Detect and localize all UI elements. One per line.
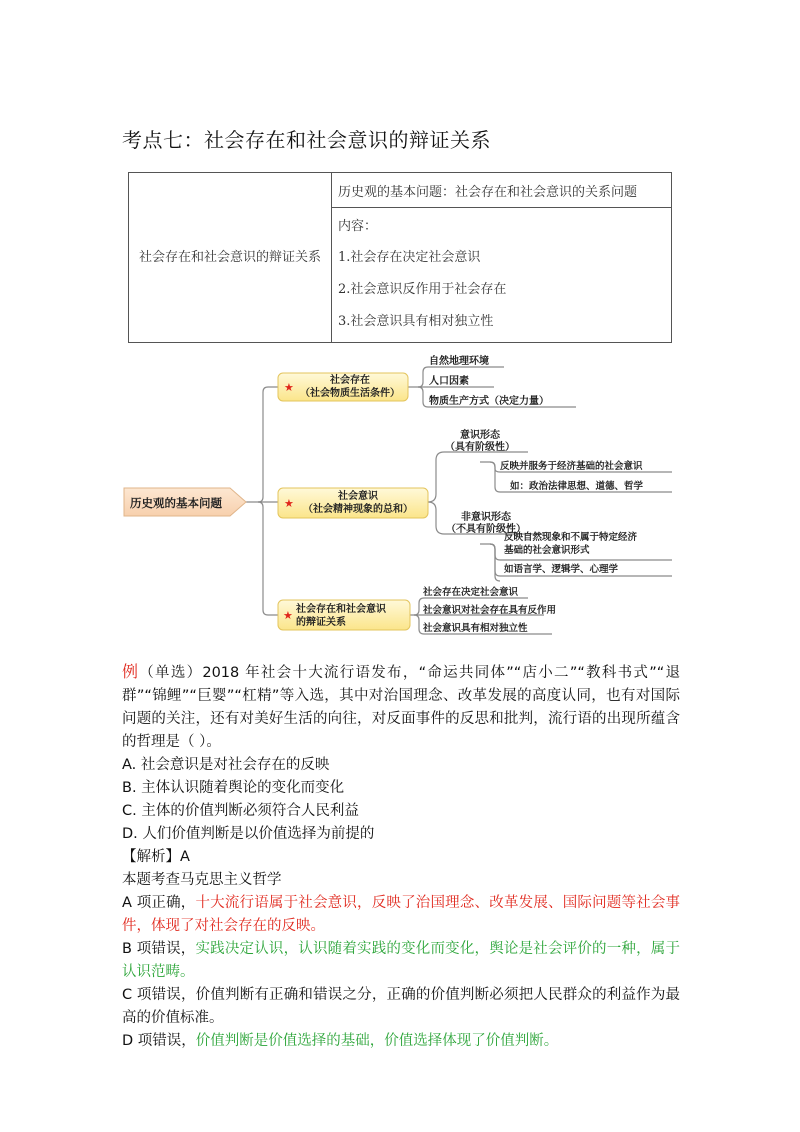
summary-table <box>128 172 672 343</box>
ideological-item: 如：政治法律思想、道德、哲学 <box>510 481 644 492</box>
ideological-line2: （具有阶级性） <box>445 442 515 453</box>
existence-item: 人口因素 <box>429 376 469 387</box>
example-lead: 例 <box>122 662 140 681</box>
content-item: 2.社会意识反作用于社会存在 <box>338 282 507 297</box>
star-icon: ★ <box>284 381 294 394</box>
non-ideological-line1: 非意识形态 <box>461 512 511 523</box>
existence-node <box>278 373 408 401</box>
existence-item: 自然地理环境 <box>429 356 489 367</box>
consciousness-line2: （社会精神现象的总和） <box>303 504 413 515</box>
analysis-b: B 项错误，实践决定认识，认识随着实践的变化而变化，舆论是社会评价的一种，属于认识范畴。 <box>122 941 680 980</box>
dialectic-item: 社会意识具有相对独立性 <box>423 623 528 634</box>
content-cell <box>332 208 672 343</box>
star-icon: ★ <box>284 497 294 510</box>
example-question <box>122 660 680 1053</box>
question-stem <box>122 660 680 754</box>
analysis-a: A 项正确，十大流行语属于社会意识，反映了治国理念、改革发展、国际问题等社会事件，体现了对社会存在的反映。 <box>122 895 681 934</box>
content-item: 3.社会意识具有相对独立性 <box>338 314 494 329</box>
option-c: C. 主体的价值判断必须符合人民利益 <box>122 803 359 819</box>
dialectic-line2: 的辩证关系 <box>296 617 346 628</box>
root-node <box>124 488 246 516</box>
non-ideological-item: 反映自然现象和不属于特定经济 <box>504 532 638 543</box>
analysis-d: D 项错误，价值判断是价值选择的基础，价值选择体现了价值判断。 <box>122 1033 559 1049</box>
ideological-item: 反映并服务于经济基础的社会意识 <box>500 461 643 472</box>
non-ideological-line2: （不具有阶级性） <box>446 524 526 535</box>
section-title: 考点七：社会存在和社会意识的辩证关系 <box>122 128 491 152</box>
non-ideological-item: 基础的社会意识形式 <box>504 545 590 556</box>
stem-text: （单选）2018 年社会十大流行语发布，“命运共同体”“店小二”“教科书式”“退群”“锦鲤”“巨婴”“杠精”等入选，其中对治国理念、改革发展的高度认同，也有对国际问题的关注，还有对美好生活的向往，对反面事件的反思和批判，流行语的出现所蕴含的哲理是（ ）。 <box>122 665 680 750</box>
analysis-topic: 本题考查马克思主义哲学 <box>122 872 282 888</box>
basic-question-cell: 历史观的基本问题：社会存在和社会意识的关系问题 <box>332 173 672 208</box>
existence-line2: （社会物质生活条件） <box>300 388 400 399</box>
option-d: D. 人们价值判断是以价值选择为前提的 <box>122 826 375 842</box>
consciousness-node <box>278 488 428 518</box>
option-b: B. 主体认识随着舆论的变化而变化 <box>122 780 345 796</box>
star-icon: ★ <box>283 609 293 622</box>
content-label: 内容： <box>338 219 378 234</box>
mind-map <box>118 350 678 650</box>
dialectic-item: 社会存在决定社会意识 <box>423 587 519 598</box>
analysis-label: 【解析】A <box>122 849 190 865</box>
dialectic-item: 社会意识对社会存在具有反作用 <box>423 605 557 616</box>
analysis-c: C 项错误，价值判断有正确和错误之分，正确的价值判断必须把人民群众的利益作为最高的价值标准。 <box>122 987 680 1026</box>
dialectic-node <box>278 600 410 630</box>
consciousness-line1: 社会意识 <box>338 491 378 502</box>
root-label: 历史观的基本问题 <box>130 496 222 510</box>
ideological-line1: 意识形态 <box>460 430 500 441</box>
existence-line1: 社会存在 <box>330 375 370 386</box>
existence-item: 物质生产方式（决定力量） <box>429 396 549 407</box>
option-a: A. 社会意识是对社会存在的反映 <box>122 757 330 773</box>
dialectic-line1: 社会存在和社会意识 <box>296 604 386 615</box>
non-ideological-item: 如语言学、逻辑学、心理学 <box>504 564 619 575</box>
content-item: 1.社会存在决定社会意识 <box>338 250 481 265</box>
topic-cell: 社会存在和社会意识的辩证关系 <box>129 173 332 343</box>
